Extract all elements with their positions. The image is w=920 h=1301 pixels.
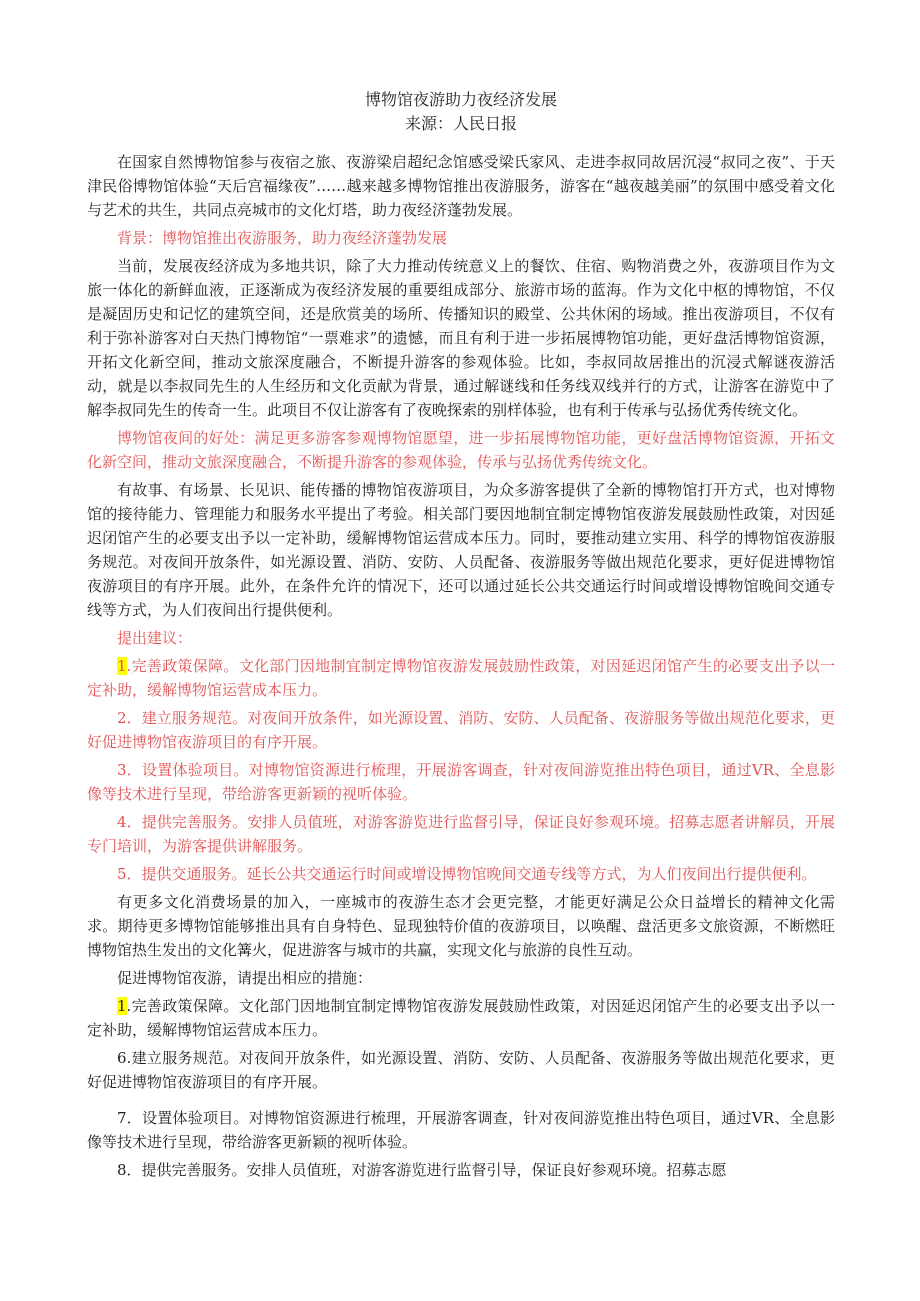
- measure-text: ．设置体验项目。对博物馆资源进行梳理，开展游客调查，针对夜间游览推出特色项目，通过VR、全息影像等技术进行呈现，带给游客更新颖的视听体验。: [87, 1109, 835, 1151]
- suggestion-item: [87, 862, 835, 886]
- measure-text: .建立服务规范。对夜间开放条件，如光源设置、消防、安防、人员配备、夜游服务等做出规范化要求，更好促进博物馆夜游项目的有序开展。: [87, 1049, 835, 1091]
- suggestion-text: ．建立服务规范。对夜间开放条件，如光源设置、消防、安防、人员配备、夜游服务等做出规范化要求，更好促进博物馆夜游项目的有序开展。: [87, 709, 835, 751]
- suggestion-text: .完善政策保障。文化部门因地制宜制定博物馆夜游发展鼓励性政策，对因延迟闭馆产生的必要支出予以一定补助，缓解博物馆运营成本压力。: [87, 657, 835, 699]
- body-paragraph-2: 有故事、有场景、长见识、能传播的博物馆夜游项目，为众多游客提供了全新的博物馆打开方式，也对博物馆的接待能力、管理能力和服务水平提出了考验。相关部门要因地制宜制定博物馆夜游发展鼓励性政策，对因延迟闭馆产生的必要支出予以一定补助，缓解博物馆运营成本压力。同时，要推动建立实用、科学的博物馆夜游服务规范。对夜间开放条件，如光源设置、消防、安防、人员配备、夜游服务等做出规范化要求，更好促进博物馆夜游项目的有序开展。此外，在条件允许的情况下，还可以通过延长公共交通运行时间或增设博物馆晚间交通专线等方式，为人们夜间出行提供便利。: [87, 481, 835, 619]
- measure-text: .完善政策保障。文化部门因地制宜制定博物馆夜游发展鼓励性政策，对因延迟闭馆产生的必要支出予以一定补助，缓解博物馆运营成本压力。: [87, 997, 835, 1039]
- benefits-paragraph: 博物馆夜间的好处：满足更多游客参观博物馆愿望，进一步拓展博物馆功能，更好盘活博物馆资源，开拓文化新空间，推动文旅深度融合，不断提升游客的参观体验，传承与弘扬优秀传统文化。: [87, 429, 835, 471]
- suggestion-text: ．提供完善服务。安排人员值班，对游客游览进行监督引导，保证良好参观环境。招募志愿者讲解员，开展专门培训，为游客提供讲解服务。: [87, 813, 835, 855]
- suggestion-number: 5: [117, 865, 127, 883]
- measure-number: 7: [117, 1109, 127, 1127]
- body-paragraph-3: 有更多文化消费场景的加入，一座城市的夜游生态才会更完整，才能更好满足公众日益增长的精神文化需求。期待更多博物馆能够推出具有自身特色、显现独特价值的夜游项目，以唤醒、盘活更多文旅资源，不断燃旺博物馆热生发出的文化篝火，促进游客与城市的共赢，实现文化与旅游的良性互动。: [87, 893, 835, 959]
- measure-text: ．提供完善服务。安排人员值班，对游客游览进行监督引导，保证良好参观环境。招募志愿: [126, 1161, 727, 1179]
- measure-item: [87, 994, 835, 1042]
- document-source: 来源：人民日报: [404, 114, 517, 133]
- measure-item: [87, 1158, 835, 1182]
- document-page: [87, 88, 835, 1186]
- measure-number: 1: [117, 997, 127, 1015]
- measure-number: 8: [117, 1161, 127, 1179]
- suggestion-item: [87, 758, 835, 806]
- background-heading: 背景：博物馆推出夜游服务，助力夜经济蓬勃发展: [117, 229, 448, 247]
- suggestions-heading: 提出建议：: [117, 629, 193, 647]
- suggestion-number: 2: [117, 709, 127, 727]
- suggestion-item: [87, 654, 835, 702]
- document-title: 博物馆夜游助力夜经济发展: [364, 90, 557, 109]
- measure-item: [87, 1046, 835, 1094]
- suggestion-text: ．提供交通服务。延长公共交通运行时间或增设博物馆晚间交通专线等方式，为人们夜间出行提供便利。: [126, 865, 817, 883]
- measures-heading: 促进博物馆夜游，请提出相应的措施：: [117, 969, 373, 987]
- body-paragraph-1: 当前，发展夜经济成为多地共识，除了大力推动传统意义上的餐饮、住宿、购物消费之外，夜游项目作为文旅一体化的新鲜血液，正逐渐成为夜经济发展的重要组成部分、旅游市场的蓝海。作为文化中枢的博物馆，不仅是凝固历史和记忆的建筑空间，还是欣赏美的场所、传播知识的殿堂、公共休闲的场域。推出夜游项目，不仅有利于弥补游客对白天热门博物馆“一票难求”的遗憾，而且有利于进一步拓展博物馆功能，更好盘活博物馆资源，开拓文化新空间，推动文旅深度融合，不断提升游客的参观体验。比如，李叔同故居推出的沉浸式解谜夜游活动，就是以李叔同先生的人生经历和文化贡献为背景，通过解谜线和任务线双线并行的方式，让游客在游览中了解李叔同先生的传奇一生。此项目不仅让游客有了夜晚探索的别样体验，也有利于传承与弘扬优秀传统文化。: [87, 257, 835, 419]
- suggestion-number: 3: [117, 761, 127, 779]
- suggestion-text: ．设置体验项目。对博物馆资源进行梳理，开展游客调查，针对夜间游览推出特色项目，通过VR、全息影像等技术进行呈现，带给游客更新颖的视听体验。: [87, 761, 835, 803]
- suggestion-item: [87, 810, 835, 858]
- measure-item: [87, 1106, 835, 1154]
- suggestion-item: [87, 706, 835, 754]
- suggestion-number: 4: [117, 813, 127, 831]
- measure-number: 6: [117, 1049, 127, 1067]
- intro-paragraph: 在国家自然博物馆参与夜宿之旅、夜游梁启超纪念馆感受梁氏家风、走进李叔同故居沉浸“叔同之夜”、于天津民俗博物馆体验“天后宫福缘夜”……越来越多博物馆推出夜游服务，游客在“越夜越美丽”的氛围中感受着文化与艺术的共生，共同点亮城市的文化灯塔，助力夜经济蓬勃发展。: [87, 153, 835, 219]
- suggestion-number: 1: [117, 657, 127, 675]
